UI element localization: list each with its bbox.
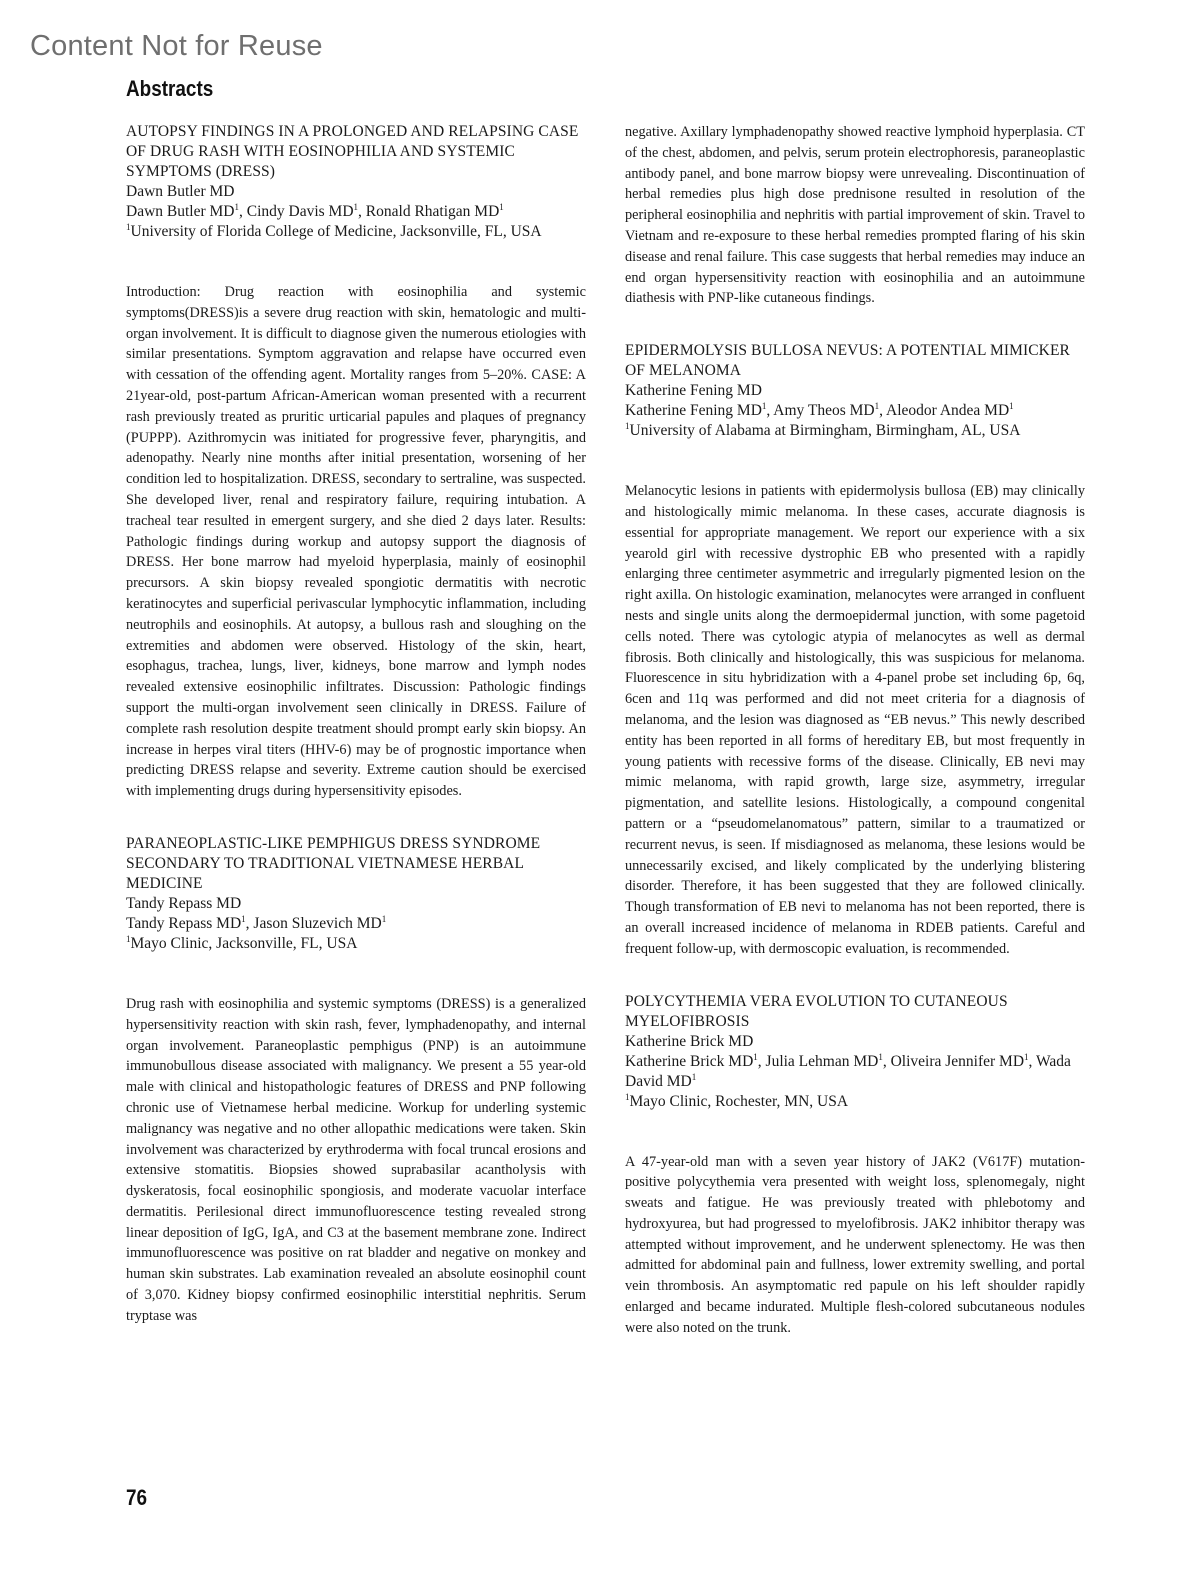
author-name: Aleodor Andea MD bbox=[886, 402, 1010, 420]
abstract-title: AUTOPSY FINDINGS IN A PROLONGED AND RELAPSING CASE OF DRUG RASH WITH EOSINOPHILIA AND SYSTEMIC SYMPTOMS (DRESS) bbox=[126, 123, 579, 180]
abstract-dress-autopsy bbox=[126, 122, 586, 802]
author-sup: 1 bbox=[1024, 1051, 1029, 1062]
right-column bbox=[625, 122, 1085, 1371]
author-name: Julia Lehman MD bbox=[765, 1052, 879, 1070]
author-sup: 1 bbox=[353, 201, 359, 212]
abstract-title: PARANEOPLASTIC-LIKE PEMPHIGUS DRESS SYNDROME SECONDARY TO TRADITIONAL VIETNAMESE HERBAL MEDICINE bbox=[126, 834, 541, 892]
abstract-affiliation bbox=[625, 421, 1085, 441]
author-name: Jason Sluzevich MD bbox=[253, 914, 382, 932]
author-sup: 1 bbox=[691, 1071, 697, 1082]
affiliation-sup: 1 bbox=[625, 421, 630, 432]
left-column bbox=[126, 122, 586, 1359]
abstract-authors: Tandy Repass $MD^1$, Jason Sluzevich $MD^1$ bbox=[126, 913, 387, 932]
author-name: Amy Theos MD bbox=[773, 402, 875, 420]
author-sup: 1 bbox=[878, 1051, 883, 1062]
author-sup: 1 bbox=[499, 201, 504, 212]
abstract-authors: Katherine Brick $MD^1$, Julia Lehman $MD^1$, Oliveira Jennifer $MD^1$, Wada David $MD^1$ bbox=[625, 1051, 1071, 1090]
abstract-presenter: Tandy Repass MD bbox=[126, 894, 242, 912]
abstract-presenter: Dawn Butler MD bbox=[126, 183, 235, 200]
abstract-pnp-dress-continued bbox=[625, 122, 1085, 309]
section-title: Abstracts bbox=[126, 76, 214, 101]
watermark: Content Not for Reuse bbox=[30, 30, 323, 62]
abstract-pnp-dress bbox=[126, 834, 586, 1327]
author-sup: 1 bbox=[381, 913, 387, 924]
affiliation-sup: 1 bbox=[625, 1091, 630, 1102]
affiliation-text: Mayo Clinic, Rochester, MN, USA bbox=[629, 1092, 849, 1110]
page-number: 76 bbox=[126, 1485, 148, 1510]
abstract-authors: Katherine Fening $MD^1$, Amy Theos $MD^1$, Aleodor Andea $MD^1$ bbox=[625, 401, 1014, 420]
affiliation-text: University of Alabama at Birmingham, Birmingham, AL, USA bbox=[629, 422, 1021, 440]
abstract-presenter: Katherine Fening MD bbox=[625, 382, 762, 400]
author-name: Tandy Repass MD bbox=[126, 914, 242, 932]
abstract-body: Melanocytic lesions in patients with epidermolysis bullosa (EB) may clinically and histologically mimic melanoma. In these cases, accurate diagnosis is essential for appropriate management. We report our experience with a six yearold girl with recessive dystrophic EB who presented with a rapidly enlarging three centimeter asymmetric and irregularly pigmented lesion on the right axilla. On histologic examination, melanocytes were arranged in confluent nests and single units along the dermoepidermal junction, with some pagetoid cells noted. There was cytologic atypia of melanocytes as well as dermal fibrosis. Both clinically and histologically, this was suspicious for melanoma. Fluorescence in situ hybridization with a 4-panel probe set including 6p, 6q, 6cen and 11q was performed and did not meet criteria for a diagnosis of melanoma, and the lesion was diagnosed as “EB nevus.” This newly described entity has been reported in all forms of hereditary EB, but most frequently in young patients with recessive forms of the disease. Clinically, EB nevi may mimic melanoma, with rapid growth, large size, asymmetry, irregular pigmentation, and satellite lesions. Histologically, a compound congenital pattern or a “pseudomelanomatous” pattern, similar to a traumatized or recurrent nevus, is seen. If misdiagnosed as melanoma, these lesions would be unnecessarily excised, and likely complicated by the underlying blistering disorder. Therefore, it has been suggested that they are followed clinically. Though transformation of EB nevi to melanoma has not been reported, there is an overall increased incidence of melanoma in RDEB patients. Careful and frequent follow-up, with dermoscopic evaluation, is recommended. bbox=[625, 483, 1085, 957]
author-sup: 1 bbox=[753, 1051, 758, 1062]
abstract-affiliation bbox=[126, 934, 586, 954]
abstract-affiliation bbox=[126, 222, 586, 242]
author-sup: 1 bbox=[241, 913, 246, 924]
author-name: Katherine Brick MD bbox=[625, 1052, 754, 1070]
author-name: Katherine Fening MD bbox=[625, 402, 762, 420]
author-sup: 1 bbox=[761, 401, 767, 412]
author-name: Dawn Butler MD bbox=[126, 203, 235, 220]
author-name: Ronald Rhatigan MD bbox=[365, 203, 500, 220]
abstract-affiliation bbox=[625, 1092, 1085, 1112]
abstract-body: A 47-year-old man with a seven year history of JAK2 (V617F) mutation-positive polycythemia vera presented with weight loss, splenomegaly, night sweats and fatigue. He was previously treated with phlebotomy and hydroxyurea, but had progressed to myelofibrosis. JAK2 inhibitor therapy was attempted without improvement, and he underwent splenectomy. He was then admitted for abdominal pain and fullness, lower extremity swelling, and portal vein thrombosis. An asymptomatic red papule on his left shoulder rapidly enlarged and became indurated. Multiple flesh-colored subcutaneous nodules were also noted on the trunk. bbox=[625, 1153, 1085, 1336]
affiliation-text: University of Florida College of Medicine, Jacksonville, FL, USA bbox=[130, 223, 542, 240]
abstract-polycythemia bbox=[625, 992, 1085, 1339]
abstract-title: EPIDERMOLYSIS BULLOSA NEVUS: A POTENTIAL MIMICKER OF MELANOMA bbox=[625, 342, 1070, 380]
author-sup: 1 bbox=[234, 201, 239, 212]
abstract-presenter: Katherine Brick MD bbox=[625, 1032, 754, 1050]
author-sup: 1 bbox=[874, 401, 880, 412]
abstract-body-continued: negative. Axillary lymphadenopathy showed reactive lymphoid hyperplasia. CT of the chest, abdomen, and pelvis, serum protein electrophoresis, paraneoplastic antibody panel, and bone marrow biopsy were unrevealing. Discontinuation of herbal remedies plus high dose prednisone resulted in resolution of the peripheral eosinophilia and nephritis with partial improvement of skin. Travel to Vietnam and re-exposure to these herbal remedies prompted flaring of his skin disease and renal failure. This case suggests that herbal remedies may induce an end organ hypersensitivity reaction with eosinophilia and an autoimmune diathesis with PNP-like cutaneous findings. bbox=[625, 124, 1085, 307]
affiliation-sup: 1 bbox=[126, 933, 131, 944]
author-name: Wada David MD bbox=[625, 1052, 1071, 1090]
affiliation-sup: 1 bbox=[126, 221, 131, 232]
affiliation-text: Mayo Clinic, Jacksonville, FL, USA bbox=[130, 934, 358, 952]
abstract-authors: Dawn Butler $MD^1$, Cindy Davis $MD^1$, Ronald Rhatigan $MD^1$ bbox=[126, 201, 504, 220]
author-name: Cindy Davis MD bbox=[246, 203, 354, 220]
author-sup: 1 bbox=[1009, 401, 1014, 412]
abstract-body: Drug rash with eosinophilia and systemic symptoms (DRESS) is a generalized hypersensitivity reaction with skin rash, fever, lymphadenopathy, and internal organ involvement. Paraneoplastic pemphigus (PNP) is an autoimmune immunobullous disease associated with malignancy. We present a 55 year-old male with clinical and histopathologic features of DRESS and PNP following chronic use of Vietnamese herbal medicine. Workup for underling systemic malignancy was negative and no other allopathic medications were taken. Skin involvement was characterized by erythroderma with focal truncal erosions and extensive stomatitis. Biopsies showed suprabasilar acantholysis with dyskeratosis, focal eosinophilic spongiosis, and moderate vacuolar interface dermatitis. Perilesional direct immunofluorescence testing revealed strong linear deposition of IgG, IgA, and C3 at the basement membrane zone. Indirect immunofluorescence was positive on rat bladder and negative on monkey and human skin substrates. Lab examination revealed an absolute eosinophil count of 3,070. Kidney biopsy confirmed eosinophilic interstitial nephritis. Serum tryptase was bbox=[126, 995, 586, 1324]
abstract-title: POLYCYTHEMIA VERA EVOLUTION TO CUTANEOUS MYELOFIBROSIS bbox=[625, 992, 1008, 1030]
author-name: Oliveira Jennifer MD bbox=[890, 1052, 1025, 1070]
abstract-eb-nevus bbox=[625, 341, 1085, 959]
abstract-body: Introduction: Drug reaction with eosinophilia and systemic symptoms(DRESS)is a severe drug reaction with skin, hematologic and multi-organ involvement. It is difficult to diagnose given the numerous etiologies with similar presentations. Symptom aggravation and relapse have occurred even with cessation of the offending agent. Mortality ranges from 5–20%. CASE: A 21year-old, post-partum African-American woman presented with a recurrent rash previously treated as pruritic urticarial papules and plaques of pregnancy (PUPPP). Azithromycin was initiated for progressive fever, pharyngitis, and adenopathy. Nearly nine months after initial presentation, worsening of her condition led to hospitalization. DRESS, secondary to sertraline, was suspected. She developed liver, renal and respiratory failure, requiring intubation. A tracheal tear resulted in emergent surgery, and she died 2 days later. Results: Pathologic findings during workup and autopsy support the diagnosis of DRESS. Her bone marrow had myeloid hyperplasia, mainly of eosinophil precursors. A skin biopsy revealed spongiotic dermatitis with necrotic keratinocytes and superficial perivascular lymphocytic inflammation, including neutrophils and eosinophils. At autopsy, a bullous rash and sloughing on the extremities and abdomen were observed. Histology of the skin, heart, esophagus, trachea, lungs, liver, kidneys, bone marrow and lymph nodes revealed extensive eosinophilic infiltrates. Discussion: Pathologic findings support the multi-organ involvement seen clinically in DRESS. Failure of complete rash resolution despite treatment should prompt early skin biopsy. An increase in herpes viral titers (HHV-6) may be of prognostic importance when predicting DRESS relapse and severity. Extreme caution should be exercised with implementing drugs during hypersensitivity episodes. bbox=[126, 284, 586, 800]
